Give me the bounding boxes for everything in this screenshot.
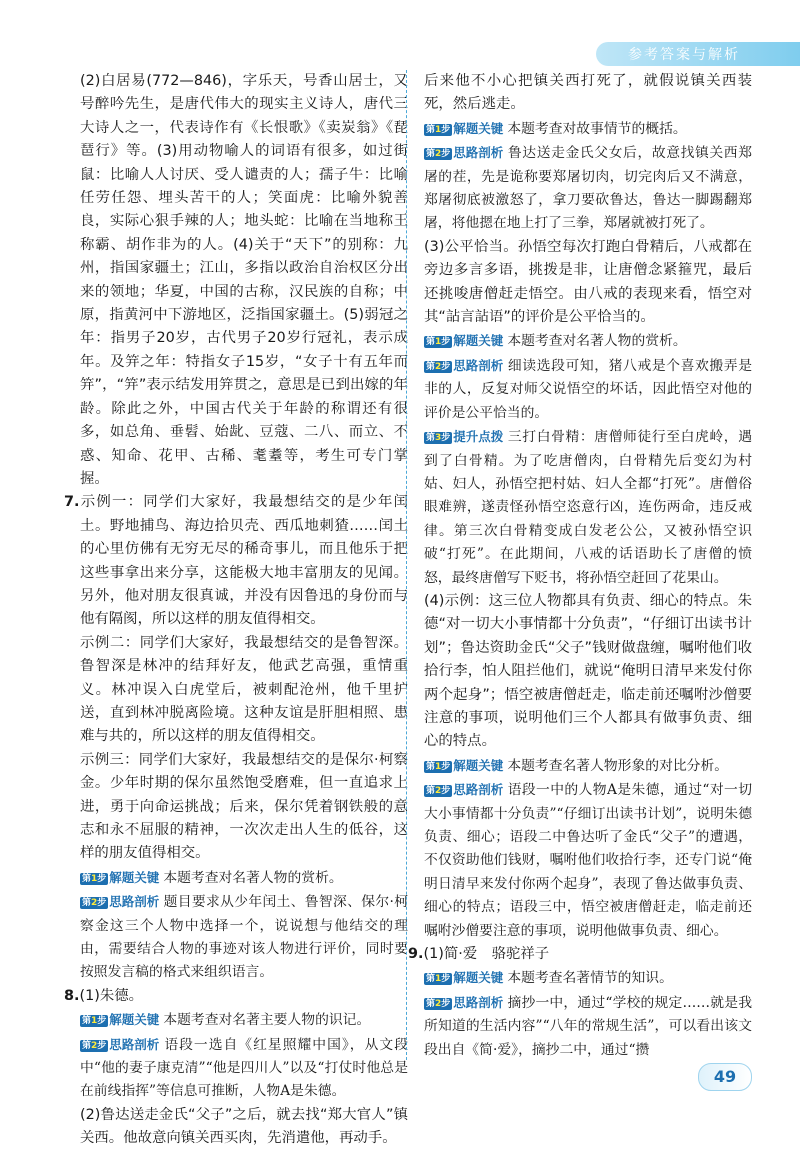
analysis-paragraph: [80, 1008, 408, 1032]
answer-paragraph: [80, 632, 408, 749]
left-column: [64, 70, 408, 1151]
step-label: 思路剖析: [109, 894, 160, 910]
question-number: 7.: [64, 494, 80, 511]
step-tag: [80, 866, 159, 889]
step-tag: [424, 354, 503, 377]
question-answer: [408, 943, 752, 966]
paragraph-text: 示例二：同学们大家好，我最想结交的是鲁智深。鲁智深是林冲的结拜好友，他武艺高强，重情重义。林冲误入白虎堂后，被刺配沧州，他千里护送，直到林冲脱离险境。这种友谊是肝胆相照、患难与共的，所以这样的朋友值得相交。: [80, 634, 408, 745]
answer-paragraph: [80, 70, 408, 491]
paragraph-text: 本题考查对名著主要人物的识记。: [163, 1012, 371, 1029]
paragraph-text: 本题考查名著人物形象的对比分析。: [507, 757, 729, 774]
step-label: 解题关键: [109, 1012, 160, 1028]
step-badge: 第1步: [426, 124, 451, 135]
answer-paragraph: [80, 1104, 408, 1151]
step-tag: [424, 778, 503, 801]
step-tag: [424, 754, 503, 777]
answer-paragraph: [424, 70, 752, 117]
question-number: 9.: [408, 946, 424, 963]
paragraph-text: 鲁达送走金氏父女后，故意找镇关西郑屠的茬，先是诡称要郑屠切肉，切完肉后又不满意，郑屠彻底被激怒了，拿刀要砍鲁达，鲁达一脚踢翻郑屠，将他摁在地上打了三拳，郑屠就被打死了。: [424, 145, 752, 232]
step-badge: 第3步: [426, 433, 451, 444]
step-label: 解题关键: [109, 869, 160, 885]
paragraph-text: 示例三：同学们大家好，我最想结交的是保尔·柯察金。少年时期的保尔虽然饱受磨难，但一直追求上进，勇于向命运挑战；后来，保尔凭着钢铁般的意志和永不屈服的精神，一次次走出人生的低谷，这样的朋友值得相交。: [80, 751, 408, 862]
analysis-paragraph: [424, 991, 752, 1062]
step-tag: [424, 966, 503, 989]
paragraph-text: 本题考查名著情节的知识。: [507, 970, 673, 987]
analysis-paragraph: [424, 117, 752, 141]
step-badge: 第1步: [426, 337, 451, 348]
paragraph-text: 本题考查对名著人物的赏析。: [163, 869, 343, 886]
step-label: 思路剖析: [453, 145, 504, 161]
analysis-paragraph: [424, 966, 752, 990]
paragraph-text: 语段一选自《红星照耀中国》，从文段中“他的妻子康克清”“他是四川人”以及“打仗时他总是在前线指挥”等信息可推断，人物A是朱德。: [80, 1036, 408, 1100]
analysis-paragraph: [424, 141, 752, 236]
step-label: 思路剖析: [453, 782, 504, 798]
analysis-paragraph: [424, 329, 752, 353]
analysis-paragraph: [424, 425, 752, 590]
answer-paragraph: [424, 236, 752, 330]
step-badge: 第1步: [82, 1016, 107, 1027]
step-label: 解题关键: [453, 970, 504, 986]
step-badge: 第2步: [426, 786, 451, 797]
header-title: 参考答案与解析: [628, 47, 740, 63]
paragraph-text: (3)公平恰当。孙悟空每次打跑白骨精后，八戒都在旁边多言多语，挑拨是非，让唐僧念紧箍咒，最后还挑唆唐僧赶走悟空。由八戒的表现来看，悟空对其“詀言詀语”的评价是公平恰当的。: [424, 238, 752, 326]
step-label: 思路剖析: [109, 1036, 160, 1052]
paragraph-text: (2)白居易(772—846)，字乐天，号香山居士，又号醉吟先生，是唐代伟大的现实主义诗人，唐代三大诗人之一，代表诗作有《长恨歌》《卖炭翁》《琵琶行》等。(3)用动物喻人的词语有很多，如过街鼠：比喻人人讨厌、受人谴责的人；孺子牛：比喻任劳任怨、埋头苦干的人；笑面虎：比喻外貌善良，实际心狠手辣的人；地头蛇：比喻在当地称王称霸、胡作非为的人。(4)关于“天下”的别称：九州，指国家疆土；江山，多指以政治自治权区分出来的领地；华夏，中国的古称，汉民族的自称；中原，指黄河中下游地区，泛指国家疆土。(5)弱冠之年：指男子20岁，古代男子20岁行冠礼，表示成年。及笄之年：特指女子15岁，“女子十有五年而笄”，“笄”表示结发用笄贯之，意思是已到出嫁的年龄。除此之外，中国古代关于年龄的称谓还有很多，如总角、垂髫、始龀、豆蔻、二八、而立、不惑、知命、花甲、古稀、耄耋等，考生可专门掌握。: [80, 73, 408, 487]
paragraph-text: 后来他不小心把镇关西打死了，就假说镇关西装死，然后逃走。: [424, 73, 752, 113]
step-badge: 第1步: [426, 761, 451, 772]
step-tag: [80, 1008, 159, 1031]
column-divider: [406, 70, 407, 1060]
paragraph-text: 本题考查对故事情节的概括。: [507, 120, 687, 137]
paragraph-text: (4)示例：这三位人物都具有负责、细心的特点。朱德“对一切大小事情都十分负责”，“仔细订出读书计划”；鲁达资助金氏“父子”钱财做盘缠，嘱咐他们收拾行李，怕人阻拦他们，就说“俺明日清早来发付你两个起身”；悟空被唐僧赶走，临走前还嘱咐沙僧要注意的事项，说明他们三个人都具有做事负责、细心的特点。: [424, 592, 752, 750]
analysis-paragraph: [424, 354, 752, 425]
step-badge: 第1步: [426, 974, 451, 985]
paragraph-text: (2)鲁达送走金氏“父子”之后，就去找“郑大官人”镇关西。他故意向镇关西买肉，先消遣他，再动手。: [80, 1106, 408, 1147]
paragraph-text: 本题考查对名著人物的赏析。: [507, 333, 687, 350]
step-label: 提升点拨: [453, 429, 504, 445]
step-label: 解题关键: [453, 757, 504, 773]
step-label: 思路剖析: [453, 357, 504, 373]
paragraph-text: 示例一：同学们大家好，我最想结交的是少年闰土。野地捕鸟、海边拾贝壳、西瓜地刺猹……闰土的心里仿佛有无穷无尽的稀奇事儿，而且他乐于把这些事拿出来分享，这能极大地丰富朋友的见闻。另外，他对朋友很真诚，并没有因鲁迅的身份而与他有隔阂，所以这样的朋友值得相交。: [79, 494, 408, 628]
step-label: 解题关键: [453, 333, 504, 349]
step-tag: [80, 890, 159, 913]
right-column: [408, 70, 752, 1062]
question-number: 8.: [64, 987, 80, 1004]
paragraph-text: 细读选段可知，猪八戒是个喜欢搬弄是非的人，反复对师父说悟空的坏话，因此悟空对他的评价是公平恰当的。: [424, 357, 752, 421]
step-badge: 第2步: [426, 361, 451, 372]
analysis-paragraph: [424, 778, 752, 943]
step-tag: [80, 1033, 159, 1056]
page-number: 49: [698, 1063, 752, 1091]
paragraph-text: 题目要求从少年闰土、鲁智深、保尔·柯察金这三个人物中选择一个，说说想与他结交的理由，需要结合人物的事迹对该人物进行评价，同时要按照发言稿的格式来组织语言。: [80, 894, 408, 981]
paragraph-text: (1)朱德。: [79, 987, 144, 1004]
paragraph-text: 语段一中的人物A是朱德，通过“对一切大小事情都十分负责”“仔细订出读书计划”，说明朱德负责、细心；语段二中鲁达听了金氏“父子”的遭遇，不仅资助他们钱财，嘱咐他们收拾行李，还专门说“俺明日清早来发付你两个起身”，表现了鲁达做事负责、细心的特点；语段三中，悟空被唐僧赶走，临走前还嘱咐沙僧要注意的事项，说明他做事负责、细心。: [424, 782, 752, 939]
step-tag: [424, 329, 503, 352]
paragraph-text: 三打白骨精：唐僧师徒行至白虎岭，遇到了白骨精。为了吃唐僧肉，白骨精先后变幻为村姑、妇人，孙悟空把村姑、妇人全都“打死”。唐僧俗眼难辨，遂责怪孙悟空恣意行凶，连伤两命，违反戒律。第三次白骨精变成白发老公公，又被孙悟空识破“打死”。在此期间，八戒的话语助长了唐僧的愤怒，最终唐僧写下贬书，将孙悟空赶回了花果山。: [424, 429, 752, 586]
analysis-paragraph: [80, 890, 408, 985]
step-tag: [424, 141, 503, 164]
answer-paragraph: [424, 590, 752, 754]
step-badge: 第1步: [82, 873, 107, 884]
step-badge: 第2步: [82, 1040, 107, 1051]
step-tag: [424, 991, 503, 1014]
step-label: 解题关键: [453, 120, 504, 136]
step-badge: 第2步: [82, 898, 107, 909]
question-answer: [64, 491, 408, 631]
answer-paragraph: [80, 749, 408, 866]
step-tag: [424, 117, 503, 140]
step-label: 思路剖析: [453, 994, 504, 1010]
analysis-paragraph: [424, 754, 752, 778]
paragraph-text: (1)简·爱 骆驼祥子: [423, 946, 550, 963]
paragraph-text: 摘抄一中，通过“学校的规定……就是我所知道的生活内容”“八年的常规生活”，可以看出该文段出自《简·爱》，摘抄二中，通过“攒: [424, 994, 752, 1058]
question-answer: [64, 985, 408, 1008]
analysis-paragraph: [80, 1033, 408, 1104]
step-badge: 第2步: [426, 149, 451, 160]
step-tag: [424, 425, 503, 448]
analysis-paragraph: [80, 866, 408, 890]
step-badge: 第2步: [426, 998, 451, 1009]
